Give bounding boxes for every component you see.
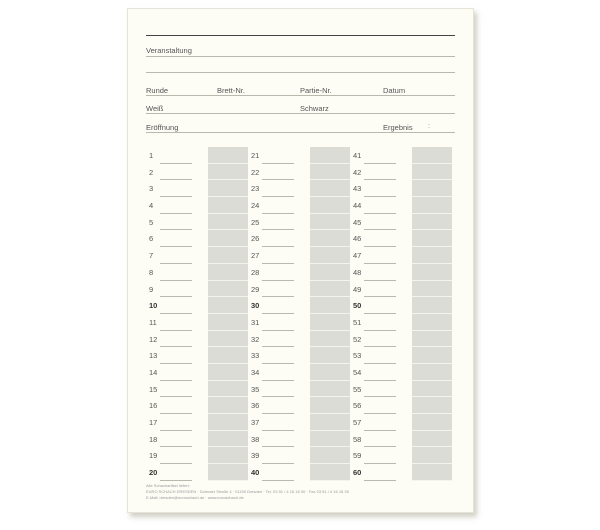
white-move-cell[interactable] bbox=[364, 480, 396, 481]
black-move-cell[interactable] bbox=[310, 447, 350, 464]
top-rule bbox=[146, 35, 455, 36]
move-number: 31 bbox=[251, 317, 260, 327]
move-number: 55 bbox=[353, 384, 362, 394]
black-move-cell[interactable] bbox=[208, 147, 248, 164]
moves-column-1 bbox=[146, 147, 248, 481]
label-brett-nr: Brett-Nr. bbox=[217, 86, 245, 95]
black-move-cell[interactable] bbox=[310, 164, 350, 181]
black-move-cell[interactable] bbox=[208, 164, 248, 181]
move-row bbox=[146, 147, 248, 164]
footer-line-2: EURO SCHACH DRESDEN · Dohnaer Straße 4 · 01159 Dresden · Tel. 03 51 / 4 16 18 30 · Fax 03 51 / 4 16 18 39 bbox=[146, 489, 349, 494]
move-row bbox=[350, 247, 452, 264]
black-move-cell[interactable] bbox=[208, 314, 248, 331]
black-move-cell[interactable] bbox=[310, 331, 350, 348]
move-row bbox=[248, 447, 350, 464]
move-number: 2 bbox=[149, 167, 154, 177]
move-number: 51 bbox=[353, 317, 362, 327]
move-number: 3 bbox=[149, 184, 154, 194]
move-row bbox=[146, 247, 248, 264]
move-number: 18 bbox=[149, 434, 158, 444]
move-row bbox=[248, 397, 350, 414]
move-row bbox=[146, 331, 248, 348]
move-row bbox=[248, 214, 350, 231]
moves-column-2 bbox=[248, 147, 350, 481]
label-datum: Datum bbox=[383, 86, 406, 95]
black-move-cell[interactable] bbox=[412, 397, 452, 414]
move-row bbox=[248, 247, 350, 264]
move-number: 53 bbox=[353, 351, 362, 361]
move-number: 19 bbox=[149, 451, 158, 461]
black-move-cell[interactable] bbox=[412, 431, 452, 448]
move-row bbox=[248, 164, 350, 181]
move-row bbox=[248, 314, 350, 331]
move-row bbox=[350, 164, 452, 181]
move-row bbox=[350, 281, 452, 298]
move-row bbox=[146, 431, 248, 448]
black-move-cell[interactable] bbox=[412, 147, 452, 164]
move-row bbox=[248, 264, 350, 281]
black-move-cell[interactable] bbox=[208, 397, 248, 414]
move-row bbox=[248, 381, 350, 398]
move-row bbox=[146, 180, 248, 197]
move-row bbox=[350, 331, 452, 348]
black-move-cell[interactable] bbox=[208, 214, 248, 231]
black-move-cell[interactable] bbox=[412, 331, 452, 348]
black-move-cell[interactable] bbox=[310, 264, 350, 281]
black-move-cell[interactable] bbox=[208, 414, 248, 431]
move-number: 21 bbox=[251, 151, 260, 160]
move-row bbox=[350, 414, 452, 431]
move-number: 38 bbox=[251, 434, 260, 444]
move-row bbox=[146, 264, 248, 281]
black-move-cell[interactable] bbox=[412, 264, 452, 281]
move-number: 8 bbox=[149, 267, 154, 277]
move-number: 57 bbox=[353, 418, 362, 427]
move-row bbox=[350, 347, 452, 364]
move-number: 13 bbox=[149, 351, 158, 361]
black-move-cell[interactable] bbox=[310, 281, 350, 298]
move-number: 17 bbox=[149, 418, 158, 427]
move-number: 12 bbox=[149, 334, 158, 344]
line-opening[interactable] bbox=[146, 132, 455, 133]
scoresheet bbox=[127, 8, 474, 513]
black-move-cell[interactable] bbox=[412, 180, 452, 197]
move-number: 9 bbox=[149, 284, 154, 294]
move-number: 1 bbox=[149, 151, 154, 160]
black-move-cell[interactable] bbox=[208, 247, 248, 264]
black-move-cell[interactable] bbox=[412, 447, 452, 464]
black-move-cell[interactable] bbox=[412, 247, 452, 264]
move-row bbox=[248, 147, 350, 164]
move-row bbox=[350, 264, 452, 281]
move-number: 25 bbox=[251, 217, 260, 227]
move-row bbox=[350, 447, 452, 464]
black-move-cell[interactable] bbox=[310, 314, 350, 331]
move-number: 39 bbox=[251, 451, 260, 461]
black-move-cell[interactable] bbox=[208, 381, 248, 398]
moves-column-3 bbox=[350, 147, 452, 481]
move-number: 49 bbox=[353, 284, 362, 294]
black-move-cell[interactable] bbox=[208, 180, 248, 197]
move-row bbox=[146, 414, 248, 431]
line-veranstaltung-2[interactable] bbox=[146, 72, 455, 73]
black-move-cell[interactable] bbox=[412, 414, 452, 431]
black-move-cell[interactable] bbox=[412, 381, 452, 398]
move-number: 15 bbox=[149, 384, 158, 394]
move-number: 37 bbox=[251, 418, 260, 427]
move-row bbox=[350, 381, 452, 398]
move-row bbox=[350, 397, 452, 414]
move-number: 14 bbox=[149, 367, 158, 377]
move-number: 32 bbox=[251, 334, 260, 344]
black-move-cell[interactable] bbox=[310, 431, 350, 448]
black-move-cell[interactable] bbox=[310, 147, 350, 164]
move-number: 30 bbox=[251, 301, 260, 311]
move-row bbox=[146, 297, 248, 314]
move-number: 46 bbox=[353, 234, 362, 244]
label-ergebnis: Ergebnis bbox=[383, 123, 413, 132]
move-row bbox=[248, 431, 350, 448]
move-row bbox=[146, 164, 248, 181]
line-veranstaltung[interactable] bbox=[146, 56, 455, 57]
black-move-cell[interactable] bbox=[310, 247, 350, 264]
black-move-cell[interactable] bbox=[208, 230, 248, 247]
move-number: 29 bbox=[251, 284, 260, 294]
move-row bbox=[350, 464, 452, 481]
black-move-cell[interactable] bbox=[310, 464, 350, 481]
move-number: 40 bbox=[251, 468, 260, 478]
black-move-cell[interactable] bbox=[310, 347, 350, 364]
move-number: 22 bbox=[251, 167, 260, 177]
move-number: 35 bbox=[251, 384, 260, 394]
black-move-cell[interactable] bbox=[208, 364, 248, 381]
move-row bbox=[146, 464, 248, 481]
black-move-cell[interactable] bbox=[310, 364, 350, 381]
move-row bbox=[350, 214, 452, 231]
move-row bbox=[146, 364, 248, 381]
move-number: 50 bbox=[353, 301, 362, 311]
move-number: 52 bbox=[353, 334, 362, 344]
black-move-cell[interactable] bbox=[208, 447, 248, 464]
move-number: 36 bbox=[251, 401, 260, 411]
move-number: 42 bbox=[353, 167, 362, 177]
black-move-cell[interactable] bbox=[412, 464, 452, 481]
move-number: 5 bbox=[149, 217, 154, 227]
move-row bbox=[248, 464, 350, 481]
label-runde: Runde bbox=[146, 86, 169, 95]
black-move-cell[interactable] bbox=[310, 381, 350, 398]
move-number: 45 bbox=[353, 217, 362, 227]
move-number: 60 bbox=[353, 468, 362, 478]
black-move-cell[interactable] bbox=[310, 397, 350, 414]
move-number: 23 bbox=[251, 184, 260, 194]
label-veranstaltung: Veranstaltung bbox=[146, 46, 192, 55]
black-move-cell[interactable] bbox=[412, 281, 452, 298]
move-row bbox=[248, 414, 350, 431]
move-number: 48 bbox=[353, 267, 362, 277]
move-row bbox=[248, 281, 350, 298]
move-row bbox=[350, 197, 452, 214]
move-row bbox=[146, 281, 248, 298]
black-move-cell[interactable] bbox=[208, 431, 248, 448]
black-move-cell[interactable] bbox=[412, 214, 452, 231]
move-number: 44 bbox=[353, 201, 362, 211]
line-players[interactable] bbox=[146, 113, 455, 114]
ergebnis-separator: : bbox=[428, 123, 430, 130]
move-row bbox=[248, 347, 350, 364]
move-number: 11 bbox=[149, 317, 157, 327]
black-move-cell[interactable] bbox=[310, 180, 350, 197]
move-number: 10 bbox=[149, 301, 158, 311]
move-number: 56 bbox=[353, 401, 362, 411]
move-row bbox=[350, 314, 452, 331]
move-number: 54 bbox=[353, 367, 362, 377]
move-number: 6 bbox=[149, 234, 154, 244]
move-row bbox=[248, 297, 350, 314]
move-row bbox=[146, 381, 248, 398]
black-move-cell[interactable] bbox=[310, 197, 350, 214]
move-number: 41 bbox=[353, 151, 362, 160]
move-row bbox=[350, 364, 452, 381]
black-move-cell[interactable] bbox=[412, 297, 452, 314]
white-move-cell[interactable] bbox=[160, 480, 192, 481]
move-row bbox=[146, 230, 248, 247]
black-move-cell[interactable] bbox=[412, 347, 452, 364]
move-row bbox=[146, 314, 248, 331]
move-number: 27 bbox=[251, 251, 260, 261]
move-row bbox=[146, 197, 248, 214]
line-runde[interactable] bbox=[146, 95, 455, 96]
label-weiss: Weiß bbox=[146, 104, 164, 113]
black-move-cell[interactable] bbox=[310, 297, 350, 314]
move-row bbox=[350, 230, 452, 247]
move-row bbox=[248, 180, 350, 197]
black-move-cell[interactable] bbox=[412, 364, 452, 381]
black-move-cell[interactable] bbox=[412, 314, 452, 331]
black-move-cell[interactable] bbox=[208, 331, 248, 348]
move-row bbox=[248, 230, 350, 247]
footer-line-1: Alle Schachartikel liefert: bbox=[146, 483, 190, 488]
move-number: 47 bbox=[353, 251, 362, 261]
move-number: 24 bbox=[251, 201, 260, 211]
move-number: 4 bbox=[149, 201, 154, 211]
black-move-cell[interactable] bbox=[310, 230, 350, 247]
move-row bbox=[350, 431, 452, 448]
move-number: 33 bbox=[251, 351, 260, 361]
move-number: 28 bbox=[251, 267, 260, 277]
move-number: 58 bbox=[353, 434, 362, 444]
label-eroeffnung: Eröffnung bbox=[146, 123, 179, 132]
black-move-cell[interactable] bbox=[208, 264, 248, 281]
move-row bbox=[146, 447, 248, 464]
move-row bbox=[350, 147, 452, 164]
black-move-cell[interactable] bbox=[310, 214, 350, 231]
move-row bbox=[248, 331, 350, 348]
move-number: 26 bbox=[251, 234, 260, 244]
move-number: 16 bbox=[149, 401, 158, 411]
black-move-cell[interactable] bbox=[412, 197, 452, 214]
black-move-cell[interactable] bbox=[310, 414, 350, 431]
label-partie-nr: Partie-Nr. bbox=[300, 86, 332, 95]
move-number: 59 bbox=[353, 451, 362, 461]
move-number: 20 bbox=[149, 468, 158, 478]
black-move-cell[interactable] bbox=[208, 281, 248, 298]
label-schwarz: Schwarz bbox=[300, 104, 329, 113]
move-row bbox=[350, 297, 452, 314]
white-move-cell[interactable] bbox=[262, 480, 294, 481]
move-row bbox=[146, 397, 248, 414]
move-row bbox=[350, 180, 452, 197]
move-number: 34 bbox=[251, 367, 260, 377]
move-row bbox=[146, 214, 248, 231]
black-move-cell[interactable] bbox=[208, 347, 248, 364]
move-row bbox=[146, 347, 248, 364]
move-number: 43 bbox=[353, 184, 362, 194]
footer-line-3: E-Mail: dresden@euroschach.de · www.euroschach.de bbox=[146, 495, 244, 500]
black-move-cell[interactable] bbox=[412, 230, 452, 247]
move-row bbox=[248, 364, 350, 381]
black-move-cell[interactable] bbox=[208, 197, 248, 214]
move-number: 7 bbox=[149, 251, 154, 261]
black-move-cell[interactable] bbox=[208, 464, 248, 481]
move-row bbox=[248, 197, 350, 214]
black-move-cell[interactable] bbox=[208, 297, 248, 314]
black-move-cell[interactable] bbox=[412, 164, 452, 181]
